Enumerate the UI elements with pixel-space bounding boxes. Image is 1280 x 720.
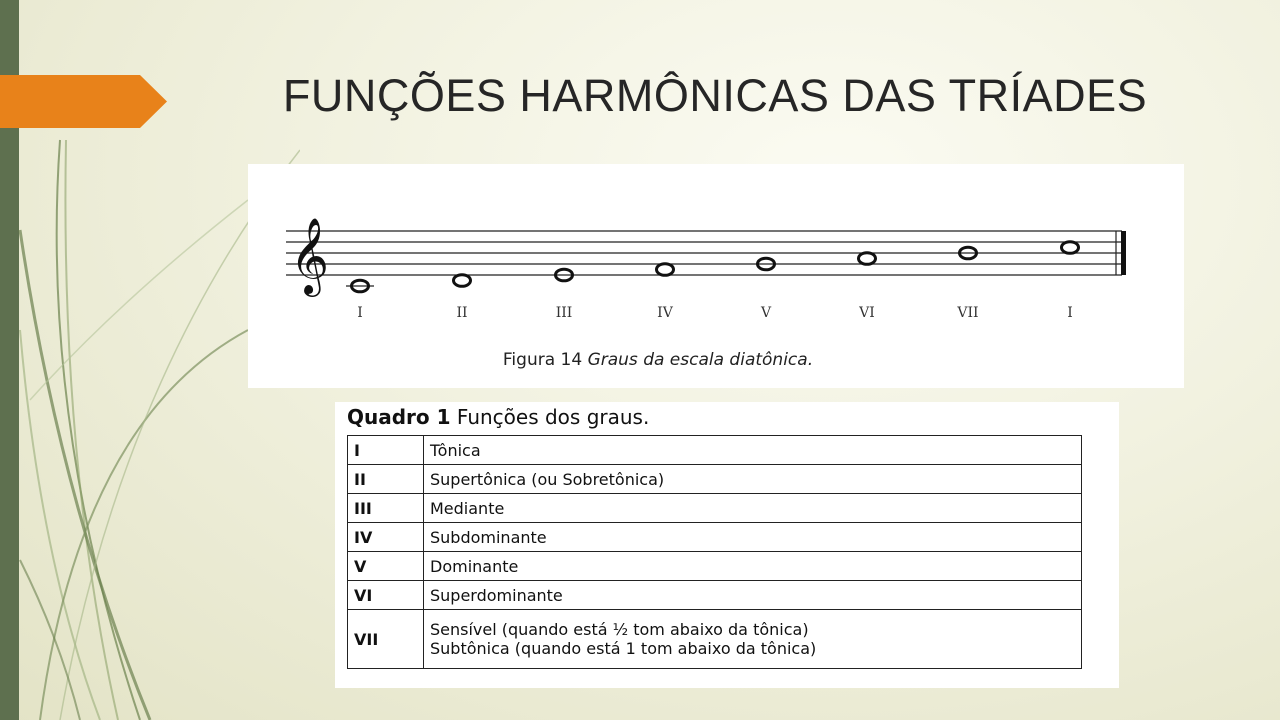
function-cell: Superdominante bbox=[424, 581, 1082, 610]
figure-caption bbox=[248, 350, 1068, 370]
table-row bbox=[348, 610, 1082, 669]
table-row bbox=[348, 523, 1082, 552]
function-cell: Dominante bbox=[424, 552, 1082, 581]
quadro-panel bbox=[335, 402, 1119, 688]
function-cell: Tônica bbox=[424, 436, 1082, 465]
degree-label: VI bbox=[859, 305, 875, 321]
figure-caption-prefix: Figura 14 bbox=[502, 350, 588, 370]
degree-cell: V bbox=[348, 552, 424, 581]
table-row bbox=[348, 552, 1082, 581]
degree-cell: VI bbox=[348, 581, 424, 610]
function-line-1: Sensível (quando está ½ tom abaixo da tônica) bbox=[430, 620, 809, 639]
orange-arrow-accent bbox=[0, 75, 167, 128]
scale-figure bbox=[248, 164, 1184, 388]
treble-clef-icon: 𝄞 bbox=[290, 217, 330, 294]
degree-cell: I bbox=[348, 436, 424, 465]
degree-label: I bbox=[1067, 305, 1073, 321]
slide-title: FUNÇÕES HARMÔNICAS DAS TRÍADES bbox=[282, 70, 1148, 121]
whole-note bbox=[454, 275, 471, 287]
degree-label: II bbox=[456, 305, 468, 321]
degree-cell: III bbox=[348, 494, 424, 523]
table-row bbox=[348, 465, 1082, 494]
table-row bbox=[348, 494, 1082, 523]
function-cell: Subdominante bbox=[424, 523, 1082, 552]
whole-note bbox=[859, 253, 876, 265]
function-cell bbox=[424, 610, 1082, 669]
degree-label: I bbox=[357, 305, 363, 321]
degree-label: V bbox=[760, 305, 772, 321]
degree-cell: II bbox=[348, 465, 424, 494]
quadro-caption-text: Funções dos graus. bbox=[450, 405, 650, 429]
whole-note bbox=[1062, 242, 1079, 254]
table-row bbox=[348, 581, 1082, 610]
degree-functions-table bbox=[347, 435, 1082, 669]
function-cell: Mediante bbox=[424, 494, 1082, 523]
figure-caption-title: Graus da escala diatônica. bbox=[587, 350, 814, 370]
quadro-caption bbox=[347, 405, 649, 429]
degree-label: VII bbox=[957, 305, 979, 321]
degree-cell: IV bbox=[348, 523, 424, 552]
degree-label: IV bbox=[657, 305, 673, 321]
quadro-caption-label: Quadro 1 bbox=[347, 405, 451, 429]
degree-cell: VII bbox=[348, 610, 424, 669]
whole-note bbox=[657, 264, 674, 276]
music-staff bbox=[248, 164, 1184, 344]
function-cell: Supertônica (ou Sobretônica) bbox=[424, 465, 1082, 494]
function-line-2: Subtônica (quando está 1 tom abaixo da tônica) bbox=[430, 639, 817, 658]
table-row bbox=[348, 436, 1082, 465]
final-barline bbox=[1121, 231, 1126, 275]
degree-label: III bbox=[555, 305, 573, 321]
